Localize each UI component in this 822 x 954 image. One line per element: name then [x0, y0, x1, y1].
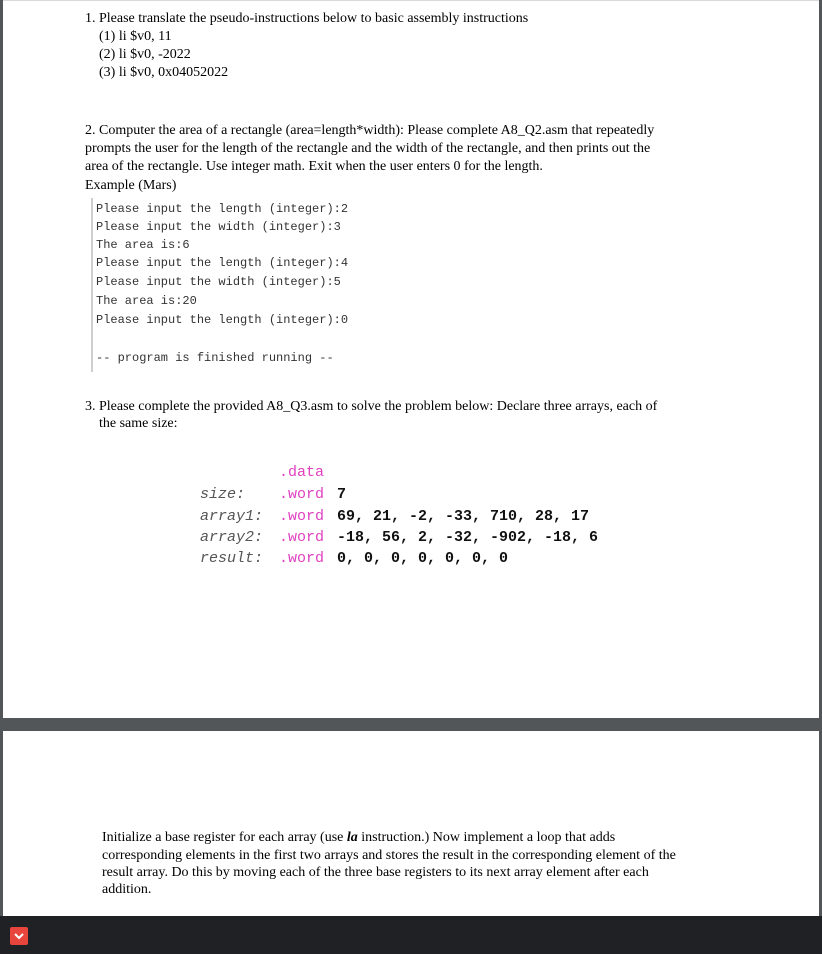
code-values: -18, 56, 2, -32, -902, -18, 6	[337, 529, 599, 546]
q2-line-3: area of the rectangle. Use integer math. Exit when the user enters 0 for the length.	[85, 159, 543, 174]
page2-line-1-end: instruction.) Now implement a loop that adds	[357, 830, 616, 845]
code-label: array2:	[200, 529, 264, 546]
code-keyword: .word	[279, 486, 325, 503]
code-directive: .data	[279, 464, 325, 481]
page2-line-1-start: Initialize a base register for each array (use	[102, 830, 347, 845]
console-line: -- program is finished running --	[96, 351, 334, 365]
q3-line-2: the same size:	[99, 416, 178, 431]
taskbar	[0, 916, 822, 954]
code-values: 69, 21, -2, -33, 710, 28, 17	[337, 508, 590, 525]
chevron-down-icon[interactable]	[10, 927, 28, 945]
console-line: The area is:6	[96, 238, 190, 252]
code-label: size:	[200, 486, 246, 503]
q2-line-2: prompts the user for the length of the rectangle and the width of the rectangle, and then prints out the	[85, 141, 651, 156]
code-label: result:	[200, 550, 264, 567]
q2-example-label: Example (Mars)	[85, 178, 177, 193]
code-values: 0, 0, 0, 0, 0, 0, 0	[337, 550, 509, 567]
code-keyword: .word	[279, 550, 325, 567]
q1-item-3: (3) li $v0, 0x04052022	[99, 65, 229, 80]
console-line: Please input the length (integer):2	[96, 202, 349, 216]
console-line: Please input the width (integer):3	[96, 220, 341, 234]
code-values: 7	[337, 486, 347, 503]
console-line: The area is:20	[96, 294, 197, 308]
page2-line-1	[102, 829, 615, 847]
code-keyword: .word	[279, 508, 325, 525]
code-label: array1:	[200, 508, 264, 525]
document-page-2	[3, 731, 819, 916]
document-page-1	[3, 0, 819, 718]
q1-item-2: (2) li $v0, -2022	[99, 47, 191, 62]
q1-title: 1. Please translate the pseudo-instructions below to basic assembly instructions	[85, 11, 529, 26]
console-line: Please input the width (integer):5	[96, 275, 341, 289]
code-keyword: .word	[279, 529, 325, 546]
console-line: Please input the length (integer):4	[96, 256, 349, 270]
page2-line-4: addition.	[102, 882, 152, 897]
page2-line-2: corresponding elements in the first two arrays and stores the result in the corresponding element of the	[102, 848, 676, 863]
q2-line-1: 2. Computer the area of a rectangle (area=length*width): Please complete A8_Q2.asm that repeatedly	[85, 123, 655, 138]
console-line: Please input the length (integer):0	[96, 313, 349, 327]
la-instruction-emphasis: la	[346, 830, 358, 845]
mars-console-output	[91, 198, 393, 372]
q1-item-1: (1) li $v0, 11	[99, 29, 172, 44]
q3-line-1: 3. Please complete the provided A8_Q3.asm to solve the problem below: Declare three arrays, each of	[85, 399, 658, 414]
page2-line-3: result array. Do this by moving each of the three base registers to its next array element after each	[102, 865, 649, 880]
